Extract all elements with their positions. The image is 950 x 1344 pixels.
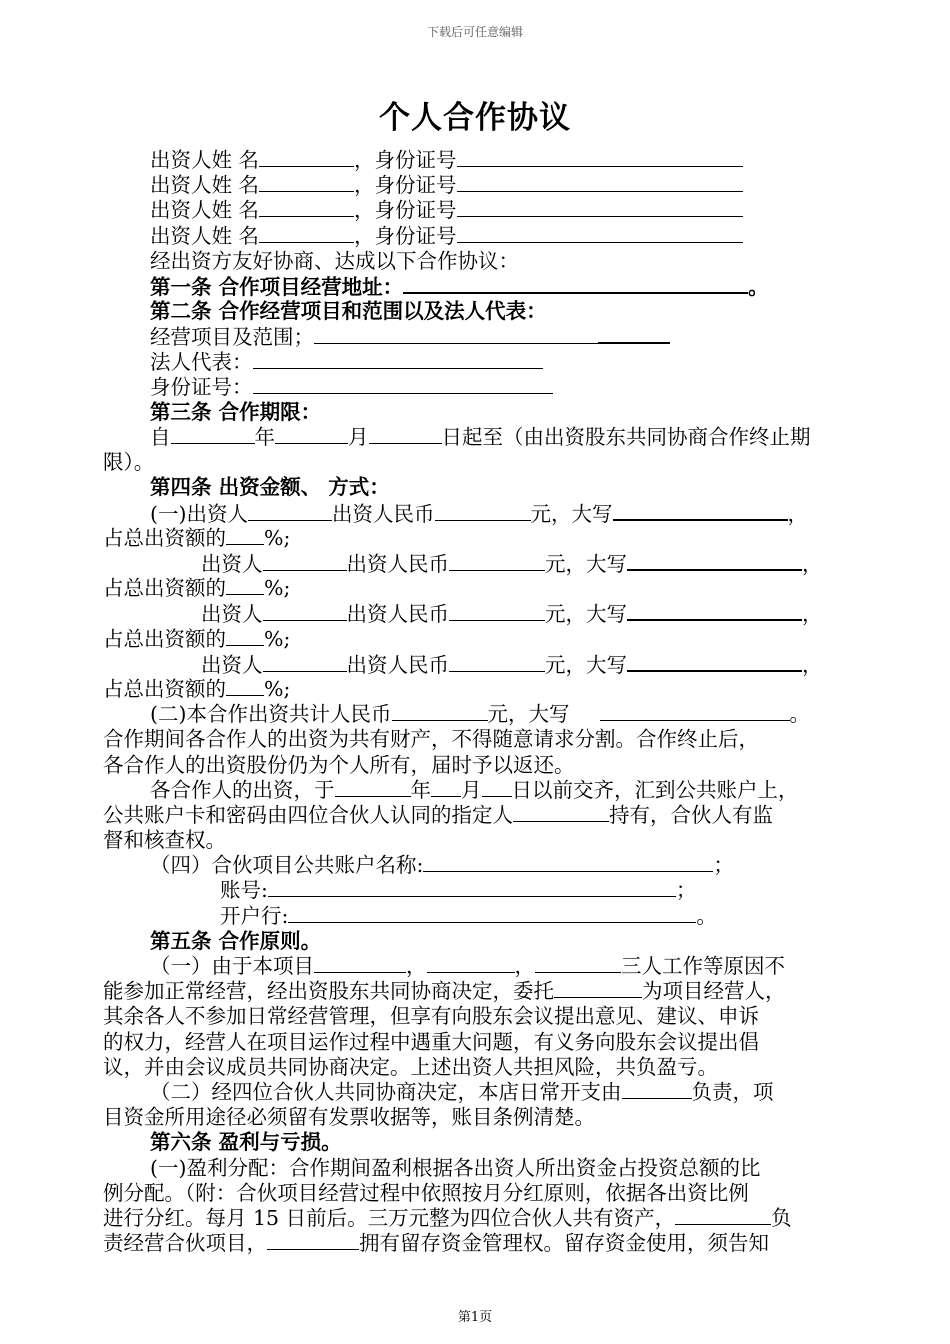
payment-line: [103, 778, 885, 803]
share-a: 占总出资额的: [103, 626, 226, 651]
daxie-blank: [627, 652, 802, 672]
card-line: [103, 803, 885, 828]
comma: ，: [787, 501, 808, 526]
investor-line: [103, 198, 885, 223]
id-label: 身份证号: [374, 148, 457, 172]
month: 月: [348, 425, 369, 450]
l1a: （一）由于本项目: [150, 954, 314, 978]
scope-blank: [314, 325, 598, 344]
common-property-text: 合作期间各合作人的出资为共有财产，不得随意请求分割。合作终止后，: [103, 727, 759, 752]
share-b: %;: [264, 626, 291, 651]
id-blank: [457, 198, 743, 217]
manager-blank: [554, 979, 642, 998]
total-amount-blank: [392, 702, 488, 721]
daxie-blank: [613, 501, 788, 521]
share-blank: [226, 576, 264, 595]
pay-year-blank: [335, 778, 411, 797]
contribution-line: [103, 601, 885, 626]
name-label: 出资人姓 名: [150, 223, 260, 248]
bank-line: [103, 904, 885, 929]
from: 自: [150, 425, 171, 450]
rep-id-blank: [253, 375, 553, 394]
art5-line: 议，并由会议成员共同协商决定。上述出资人共担风险，共负盈亏。: [103, 1054, 718, 1079]
contribution-line: [103, 551, 885, 576]
account-no-blank: [268, 878, 676, 897]
l4a: 责经营合伙项目，: [103, 1231, 267, 1256]
scope-line: [103, 324, 885, 349]
day-to: 日起至（由出资股东共同协商合作终止期: [441, 425, 811, 450]
id-blank: [457, 148, 743, 167]
comma: ，: [802, 602, 823, 627]
scope-label: 经营项目及范围；: [150, 325, 314, 350]
account-name-line: [103, 853, 885, 878]
pay-c: 月: [461, 777, 482, 802]
amount-blank: [449, 602, 545, 621]
l6b: 负责，项: [691, 1079, 774, 1104]
address-blank: [403, 274, 748, 294]
contributor-label: (一)出资人: [150, 501, 248, 526]
name-blank: [259, 198, 354, 217]
share-line: [103, 526, 885, 551]
name-label: 出资人姓 名: [150, 198, 260, 223]
l2b: 为项目经营人，: [642, 979, 786, 1004]
art5-line: [103, 1080, 885, 1105]
share-a: 占总出资额的: [103, 576, 226, 601]
article-6-heading: 第六条 盈利与亏损。: [150, 1130, 342, 1155]
rmb: 出资人民币: [346, 602, 449, 627]
yuan-daxie: 元，大写: [545, 652, 627, 677]
contribution-line: [103, 501, 885, 526]
art5-line: 的权力，经营人在项目运作过程中遇重大问题，有义务向股东会议提出倡: [103, 1029, 759, 1054]
total-a: (二)本合作出资共计人民币: [150, 702, 392, 727]
share-b: %;: [264, 525, 291, 550]
pay-d: 日以前交齐，汇到公共账户上，: [511, 777, 799, 802]
yuan-daxie: 元，大写: [530, 501, 613, 526]
pay-day-blank: [482, 778, 512, 797]
bank-blank: [288, 904, 696, 923]
page-number: 第1页: [457, 1310, 493, 1325]
share-blank: [226, 526, 264, 545]
share-a: 占总出资额的: [103, 525, 226, 550]
article-5-heading: 第五条 合作原则。: [150, 928, 322, 953]
day-blank: [369, 425, 442, 444]
document-title: 个人合作协议: [379, 100, 571, 136]
rmb: 出资人民币: [346, 552, 449, 576]
art5-line: [103, 954, 885, 979]
share-line: [103, 677, 885, 702]
l3a: 进行分红。每月 15 日前后。三万元整为四位合伙人共有资产，: [103, 1205, 676, 1230]
person-blank: [314, 954, 406, 973]
person-blank: [427, 954, 515, 973]
sep: ，: [354, 198, 375, 223]
share-blank: [226, 677, 264, 696]
sep: ，: [354, 173, 375, 198]
sep: ，: [354, 148, 375, 172]
acct-name-end: ；: [713, 853, 734, 878]
l4b: 拥有留存资金管理权。留存资金使用，须告知: [359, 1231, 769, 1256]
comma: ，: [802, 552, 823, 576]
art6-line: [103, 1206, 885, 1231]
art6-line: [103, 1231, 885, 1256]
acct-no: 账号:: [220, 878, 268, 903]
art5-line: 目资金所用途径必须留有发票收据等，账目条例清楚。: [103, 1105, 595, 1130]
article-2-heading: 第二条 合作经营项目和范围以及法人代表：: [150, 299, 547, 324]
period: 。: [748, 274, 769, 299]
name-blank: [259, 224, 354, 243]
share-a: 占总出资额的: [103, 676, 226, 701]
l1b: ，: [406, 954, 427, 978]
share-b: %;: [264, 576, 291, 601]
investor-line: [103, 224, 885, 249]
rep-label: 法人代表：: [150, 349, 253, 374]
rep-line: [103, 350, 885, 375]
scope-blank-bold: [598, 324, 670, 344]
share-line: [103, 627, 885, 652]
contributor-label: 出资人: [201, 552, 263, 576]
amount-blank: [435, 502, 531, 521]
contribution-line: [103, 652, 885, 677]
rmb: 出资人民币: [346, 652, 449, 677]
share-blank: [226, 627, 264, 646]
account-name-blank: [423, 853, 713, 872]
name-blank: [259, 148, 354, 167]
contributor-label: 出资人: [201, 652, 263, 677]
acct-name: （四）合伙项目公共账户名称:: [150, 853, 424, 878]
article-3-heading: 第三条 合作期限：: [150, 399, 322, 424]
person-blank: [535, 954, 621, 973]
account-no-line: [103, 878, 885, 903]
name-label: 出资人姓 名: [150, 173, 260, 198]
id-blank: [457, 173, 743, 192]
article-4-heading: 第四条 出资金额、 方式：: [150, 475, 390, 500]
intro-text: 经出资方友好协商、达成以下合作协议：: [150, 248, 519, 273]
total-line: [103, 702, 885, 727]
year-blank: [171, 425, 255, 444]
pay-b: 年: [410, 777, 431, 802]
investor-line: [103, 148, 885, 173]
daxie-blank: [627, 601, 802, 621]
art6-line: 例分配。（附：合伙项目经营过程中依照按月分红原则，依据各出资比例: [103, 1180, 749, 1205]
share-b: %;: [264, 676, 291, 701]
l6a: （二）经四位合伙人共同协商决定，本店日常开支由: [150, 1079, 622, 1104]
card-b: 持有，合伙人有监: [609, 802, 773, 827]
term-cont: 限）。: [103, 450, 155, 475]
contributor-blank: [263, 653, 347, 672]
l1d: 三人工作等原因不: [621, 954, 785, 978]
contributor-blank: [248, 502, 332, 521]
total-daxie-blank: [600, 702, 790, 721]
amount-blank: [449, 653, 545, 672]
designee-blank: [513, 803, 609, 822]
name-blank: [259, 173, 354, 192]
expense-person-blank: [622, 1080, 692, 1099]
contributor-blank: [263, 552, 347, 571]
article-1: [103, 274, 885, 299]
card-cont: 督和核查权。: [103, 828, 226, 853]
l1c: ，: [514, 954, 535, 978]
manager-blank: [675, 1206, 771, 1225]
l3b: 负: [771, 1205, 792, 1230]
yuan-daxie: 元，大写: [545, 552, 627, 576]
contributor-label: 出资人: [201, 602, 263, 627]
month-blank: [275, 425, 348, 444]
l2a: 能参加正常经营，经出资股东共同协商决定，委托: [103, 979, 554, 1004]
card-a: 公共账户卡和密码由四位合伙人认同的指定人: [103, 802, 513, 827]
rep-id-line: [103, 375, 885, 400]
bank: 开户行:: [220, 903, 289, 928]
rep-id-label: 身份证号：: [150, 374, 253, 399]
bank-end: 。: [696, 903, 717, 928]
amount-blank: [449, 552, 545, 571]
acct-no-end: ；: [675, 878, 697, 903]
contributor-blank: [263, 602, 347, 621]
total-b: 元，大写: [487, 702, 570, 727]
name-label: 出资人姓 名: [150, 148, 260, 172]
id-blank: [457, 224, 743, 243]
id-label: 身份证号: [374, 223, 457, 248]
art5-line: 其余各人不参加日常经营管理，但享有向股东会议提出意见、建议、申诉: [103, 1004, 759, 1029]
id-label: 身份证号: [374, 198, 457, 223]
daxie-blank: [627, 551, 802, 571]
rep-blank: [253, 350, 543, 369]
document-body: [103, 148, 885, 1256]
total-end: 。: [789, 702, 810, 727]
year: 年: [254, 425, 275, 450]
investor-line: [103, 173, 885, 198]
term-line: [103, 425, 885, 450]
yuan-daxie: 元，大写: [545, 602, 627, 627]
sep: ，: [354, 223, 375, 248]
comma: ，: [802, 652, 823, 677]
pay-a: 各合作人的出资，于: [150, 777, 335, 802]
return-text: 各合作人的出资股份仍为个人所有，届时予以返还。: [103, 752, 575, 777]
page-header-note: 下载后可任意编辑: [426, 25, 523, 39]
pay-month-blank: [431, 778, 461, 797]
rmb: 出资人民币: [332, 501, 435, 526]
art5-line: [103, 979, 885, 1004]
article-1-heading: 第一条 合作项目经营地址：: [150, 274, 404, 299]
fund-holder-blank: [267, 1231, 359, 1250]
art6-line: (一)盈利分配：合作期间盈利根据各出资人所出资金占投资总额的比: [150, 1155, 761, 1180]
share-line: [103, 576, 885, 601]
id-label: 身份证号: [374, 173, 457, 198]
